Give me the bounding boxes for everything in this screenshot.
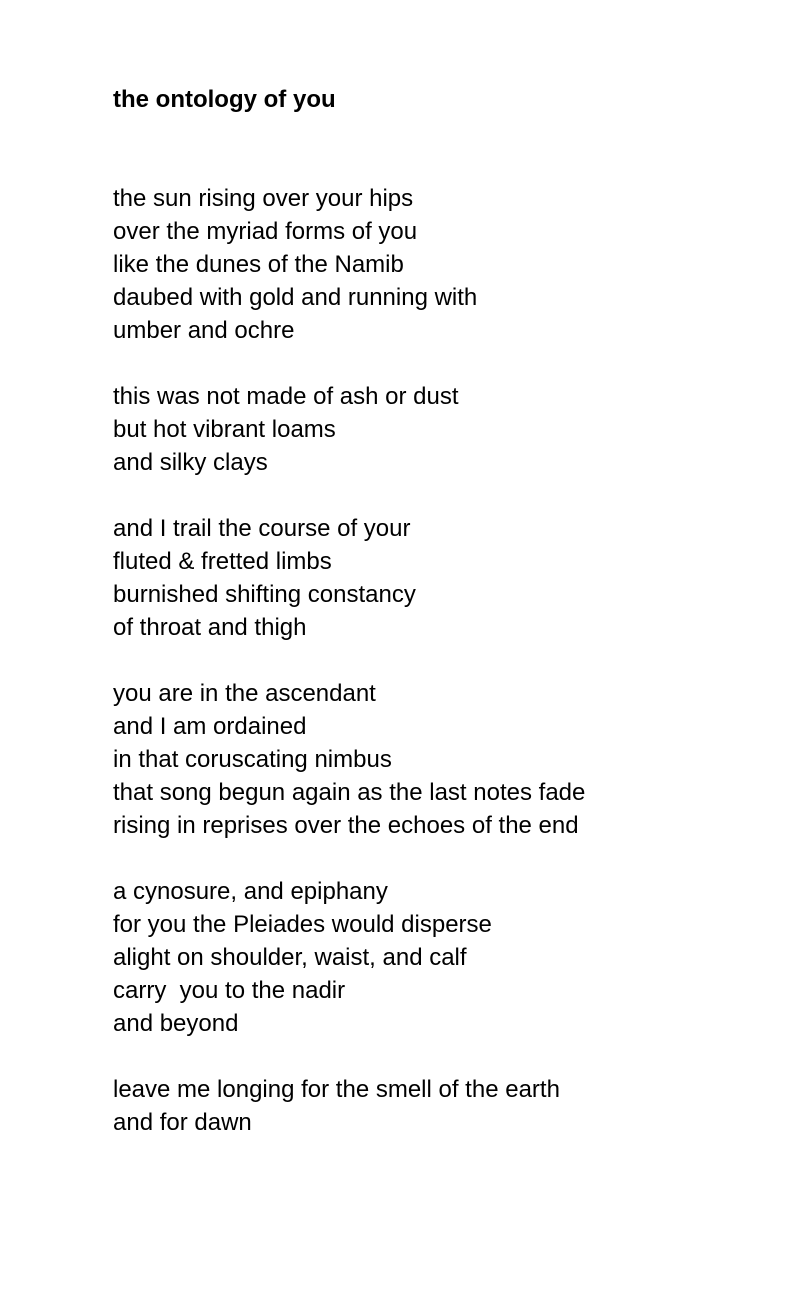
poem-body <box>113 182 773 1139</box>
poem-line: carry you to the nadir <box>113 977 346 1004</box>
poem-line: fluted & fretted limbs <box>113 548 332 575</box>
poem-line: alight on shoulder, waist, and calf <box>113 944 467 971</box>
stanza-3 <box>113 512 773 644</box>
poem-line: a cynosure, and epiphany <box>113 878 388 905</box>
poem-line: in that coruscating nimbus <box>113 746 392 773</box>
poem-line: daubed with gold and running with <box>113 284 478 311</box>
stanza-4 <box>113 677 773 842</box>
poem-line: but hot vibrant loams <box>113 416 336 443</box>
poem-line: and beyond <box>113 1010 239 1037</box>
poem-line: of throat and thigh <box>113 614 307 641</box>
stanza-6 <box>113 1073 773 1139</box>
poem-line: leave me longing for the smell of the earth <box>113 1076 560 1103</box>
poem-line: rising in reprises over the echoes of the end <box>113 812 579 839</box>
poem-line: you are in the ascendant <box>113 680 376 707</box>
poem-line: the sun rising over your hips <box>113 185 414 212</box>
poem-line: burnished shifting constancy <box>113 581 416 608</box>
poem-line: this was not made of ash or dust <box>113 383 459 410</box>
poem-line: and I trail the course of your <box>113 515 411 542</box>
poem-line: over the myriad forms of you <box>113 218 418 245</box>
poem-line: and for dawn <box>113 1109 252 1136</box>
poem-page <box>113 83 773 1172</box>
poem-line: for you the Pleiades would disperse <box>113 911 492 938</box>
poem-line: and I am ordained <box>113 713 307 740</box>
poem-line: that song begun again as the last notes fade <box>113 779 586 806</box>
stanza-2 <box>113 380 773 479</box>
poem-title: the ontology of you <box>113 86 336 113</box>
poem-line: like the dunes of the Namib <box>113 251 404 278</box>
poem-line: umber and ochre <box>113 317 295 344</box>
stanza-1 <box>113 182 773 347</box>
poem-line: and silky clays <box>113 449 268 476</box>
stanza-5 <box>113 875 773 1040</box>
